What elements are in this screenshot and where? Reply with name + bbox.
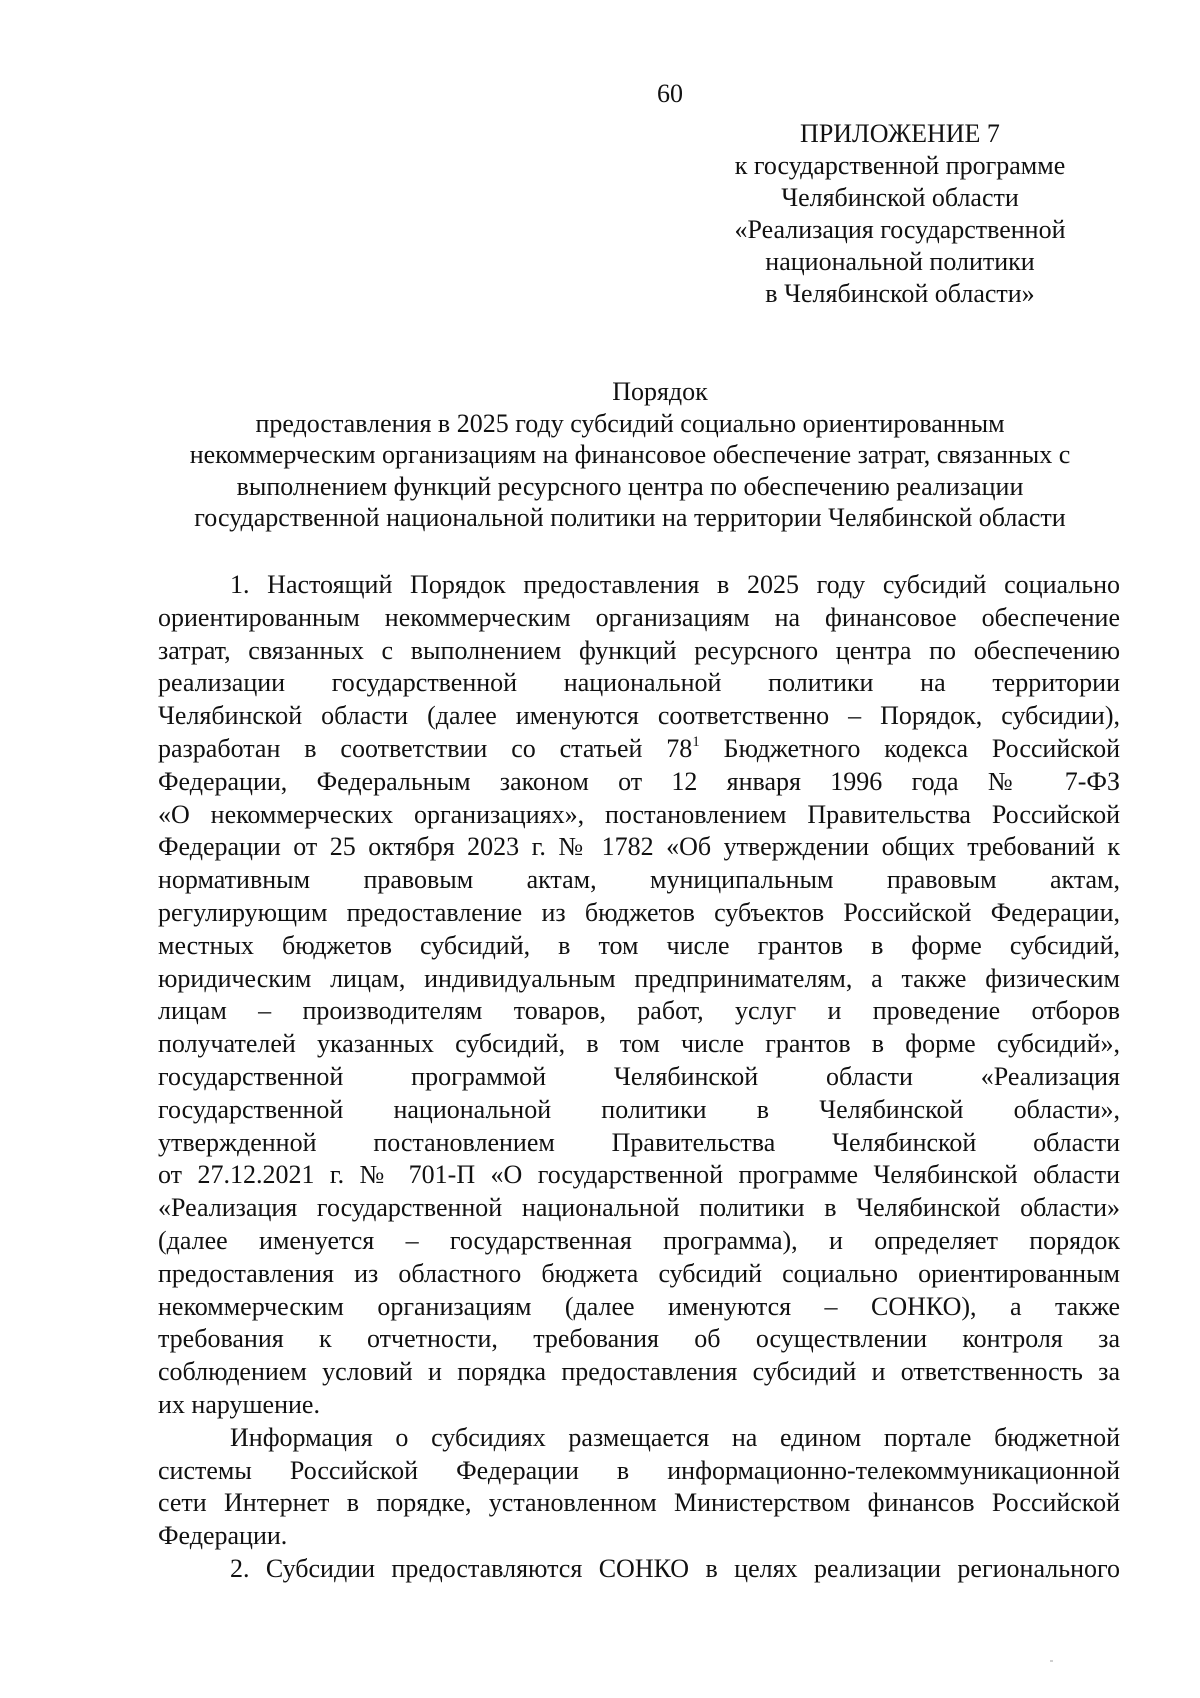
page-number: 60 (657, 79, 683, 108)
scan-speck (1050, 1660, 1053, 1662)
appendix-title: ПРИЛОЖЕНИЕ 7 (800, 119, 1000, 148)
text-line-with-superscript (158, 733, 1120, 766)
heading-line: некоммерческим организациям на финансовое обеспечение затрат, связанных с (189, 440, 1071, 469)
appendix-line: «Реализация государственной (734, 215, 1066, 244)
appendix-block (700, 118, 1100, 310)
document-heading (150, 376, 1110, 534)
text-fragment: Бюджетного кодекса Российской (699, 733, 1120, 763)
text-line: Федерации. (158, 1521, 288, 1551)
text-line: регулирующим предоставление из бюджетов субъектов Российской Федерации, (158, 897, 1120, 927)
text-line: Челябинской области (далее именуются соответственно – Порядок, субсидии), (158, 701, 1120, 731)
appendix-line: национальной политики (765, 247, 1035, 276)
appendix-line: к государственной программе (734, 151, 1066, 180)
appendix-line: Челябинской области (781, 183, 1019, 212)
text-line: юридическим лицам, индивидуальным предпринимателям, а также физическим (158, 963, 1120, 993)
text-line: Информация о субсидиях размещается на едином портале бюджетной (230, 1422, 1120, 1452)
paragraph-2 (158, 1422, 1120, 1553)
text-line: (далее именуется – государственная программа), и определяет порядок (158, 1225, 1120, 1255)
text-line: 2. Субсидии предоставляются СОНКО в целях реализации регионального (230, 1553, 1120, 1583)
text-line: «Реализация государственной национальной политики в Челябинской области» (158, 1193, 1120, 1223)
text-line: Федерации, Федеральным законом от 12 января 1996 года № 7-ФЗ (158, 766, 1120, 796)
text-line: утвержденной постановлением Правительства Челябинской области (158, 1127, 1120, 1157)
text-line: требования к отчетности, требования об осуществлении контроля за (158, 1324, 1120, 1354)
text-line: государственной программой Челябинской области «Реализация (158, 1061, 1120, 1091)
text-line: «О некоммерческих организациях», постановлением Правительства Российской (158, 799, 1120, 829)
text-line: системы Российской Федерации в информационно-телекоммуникационной (158, 1455, 1120, 1485)
text-line: получателей указанных субсидий, в том числе грантов в форме субсидий», (158, 1029, 1120, 1059)
text-line: их нарушение. (158, 1389, 320, 1419)
text-line: некоммерческим организациям (далее именуются – СОНКО), а также (158, 1291, 1120, 1321)
text-line: 1. Настоящий Порядок предоставления в 2025 году субсидий социально (230, 570, 1120, 599)
document-body (158, 569, 1120, 1586)
appendix-line: в Челябинской области» (765, 279, 1035, 308)
text-line: сети Интернет в порядке, установленном Министерством финансов Российской (158, 1488, 1120, 1518)
heading-line: выполнением функций ресурсного центра по обеспечению реализации (236, 471, 1024, 501)
text-line: от 27.12.2021 г. № 701-П «О государственной программе Челябинской области (158, 1160, 1120, 1190)
text-line: Федерации от 25 октября 2023 г. № 1782 «Об утверждении общих требований к (158, 832, 1120, 862)
text-line: соблюдением условий и порядка предоставления субсидий и ответственность за (158, 1357, 1120, 1387)
text-line: местных бюджетов субсидий, в том числе грантов в форме субсидий, (158, 930, 1120, 960)
text-fragment: разработан в соответствии со статьей 78 (158, 733, 693, 763)
text-line: нормативным правовым актам, муниципальным правовым актам, (158, 865, 1120, 895)
heading-title: Порядок (612, 377, 708, 406)
paragraph-1 (158, 569, 1120, 1422)
text-line: реализации государственной национальной политики на территории (158, 668, 1120, 698)
text-line: лицам – производителям товаров, работ, услуг и проведение отборов (158, 996, 1120, 1026)
text-line: затрат, связанных с выполнением функций ресурсного центра по обеспечению (158, 635, 1120, 665)
text-line: ориентированным некоммерческим организациям на финансовое обеспечение (158, 602, 1120, 632)
text-line: предоставления из областного бюджета субсидий социально ориентированным (158, 1258, 1120, 1288)
paragraph-3 (158, 1553, 1120, 1586)
text-line: государственной национальной политики в Челябинской области», (158, 1094, 1120, 1124)
superscript: 1 (692, 733, 700, 750)
heading-line: государственной национальной политики на территории Челябинской области (194, 503, 1066, 532)
heading-line: предоставления в 2025 году субсидий социально ориентированным (255, 408, 1005, 438)
